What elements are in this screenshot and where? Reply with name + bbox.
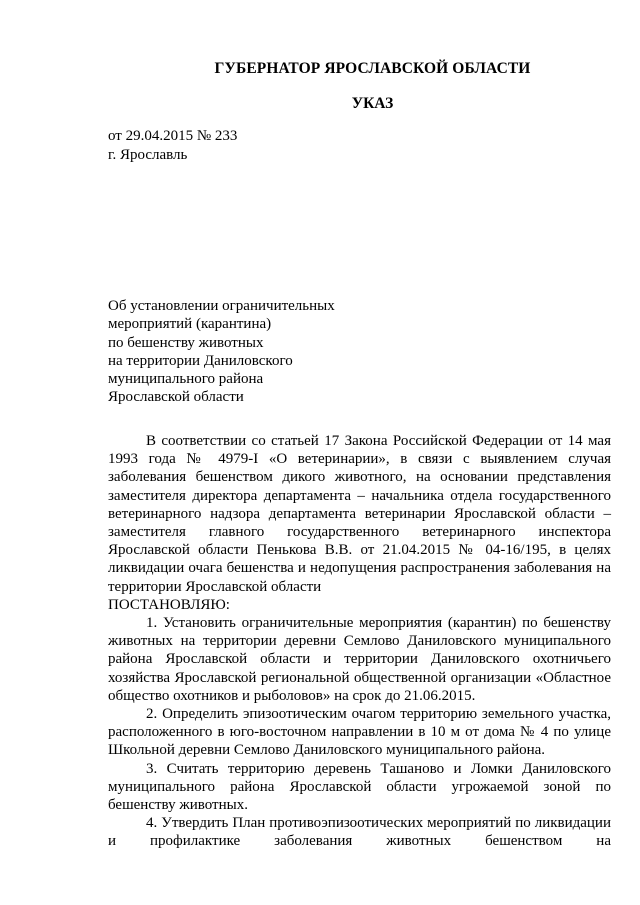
document-body: [108, 432, 611, 851]
subject-line: Ярославской области: [108, 389, 244, 406]
document-date-number: от 29.04.2015 № 233: [108, 128, 238, 144]
subject-line: по бешенству животных: [108, 334, 264, 351]
subject-line: Об установлении ограничительных: [108, 298, 335, 314]
subject-line: на территории Даниловского: [108, 352, 293, 369]
preamble-paragraph: В соответствии со статьей 17 Закона Российской Федерации от 14 мая 1993 года № 4979-I «О ветеринарии», в связи с выявлением случая заболевания бешенством дикого животного, на основании представления заместителя директора департамента – начальника отдела государственного ветеринарного надзора департамента ветеринарии Ярославской области – заместителя главного государственного ветеринарного инспектора Ярославской области Пенькова В.В. от 21.04.2015 № 04-16/195, в целях ликвидации очага бешенства и недопущения распространения заболевания на территории Ярославской области: [108, 433, 611, 595]
subject-line: муниципального района: [108, 371, 264, 388]
document-city: г. Ярославль: [108, 147, 188, 163]
decree-item-4: 4. Утвердить План противоэпизоотических мероприятий по ликвидации и профилактике заболевания животных бешенством на: [108, 815, 611, 850]
subject-line: мероприятий (карантина): [108, 316, 272, 333]
decree-item-1: 1. Установить ограничительные мероприятия (карантин) по бешенству животных на территории деревни Семлово Даниловского муниципального района Ярославской области и территории Даниловского охотничьего хозяйства Ярославской региональной общественной организации «Областное общество охотников и рыболовов» на срок до 21.06.2015.: [108, 615, 611, 704]
document-subject: [108, 297, 408, 407]
decree-word: ПОСТАНОВЛЯЮ:: [108, 596, 230, 613]
decree-item-2: 2. Определить эпизоотическим очагом территорию земельного участка, расположенного в юго-восточном направлении в 10 м от дома № 4 по улице Школьной деревни Семлово Даниловского муниципального района.: [108, 706, 611, 759]
document-type: УКАЗ: [351, 95, 394, 112]
decree-item-3: 3. Считать территорию деревень Ташаново и Ломки Даниловского муниципального района Ярославской области угрожаемой зоной по бешенству животных.: [108, 760, 611, 814]
issuing-authority: ГУБЕРНАТОР ЯРОСЛАВСКОЙ ОБЛАСТИ: [214, 60, 531, 77]
